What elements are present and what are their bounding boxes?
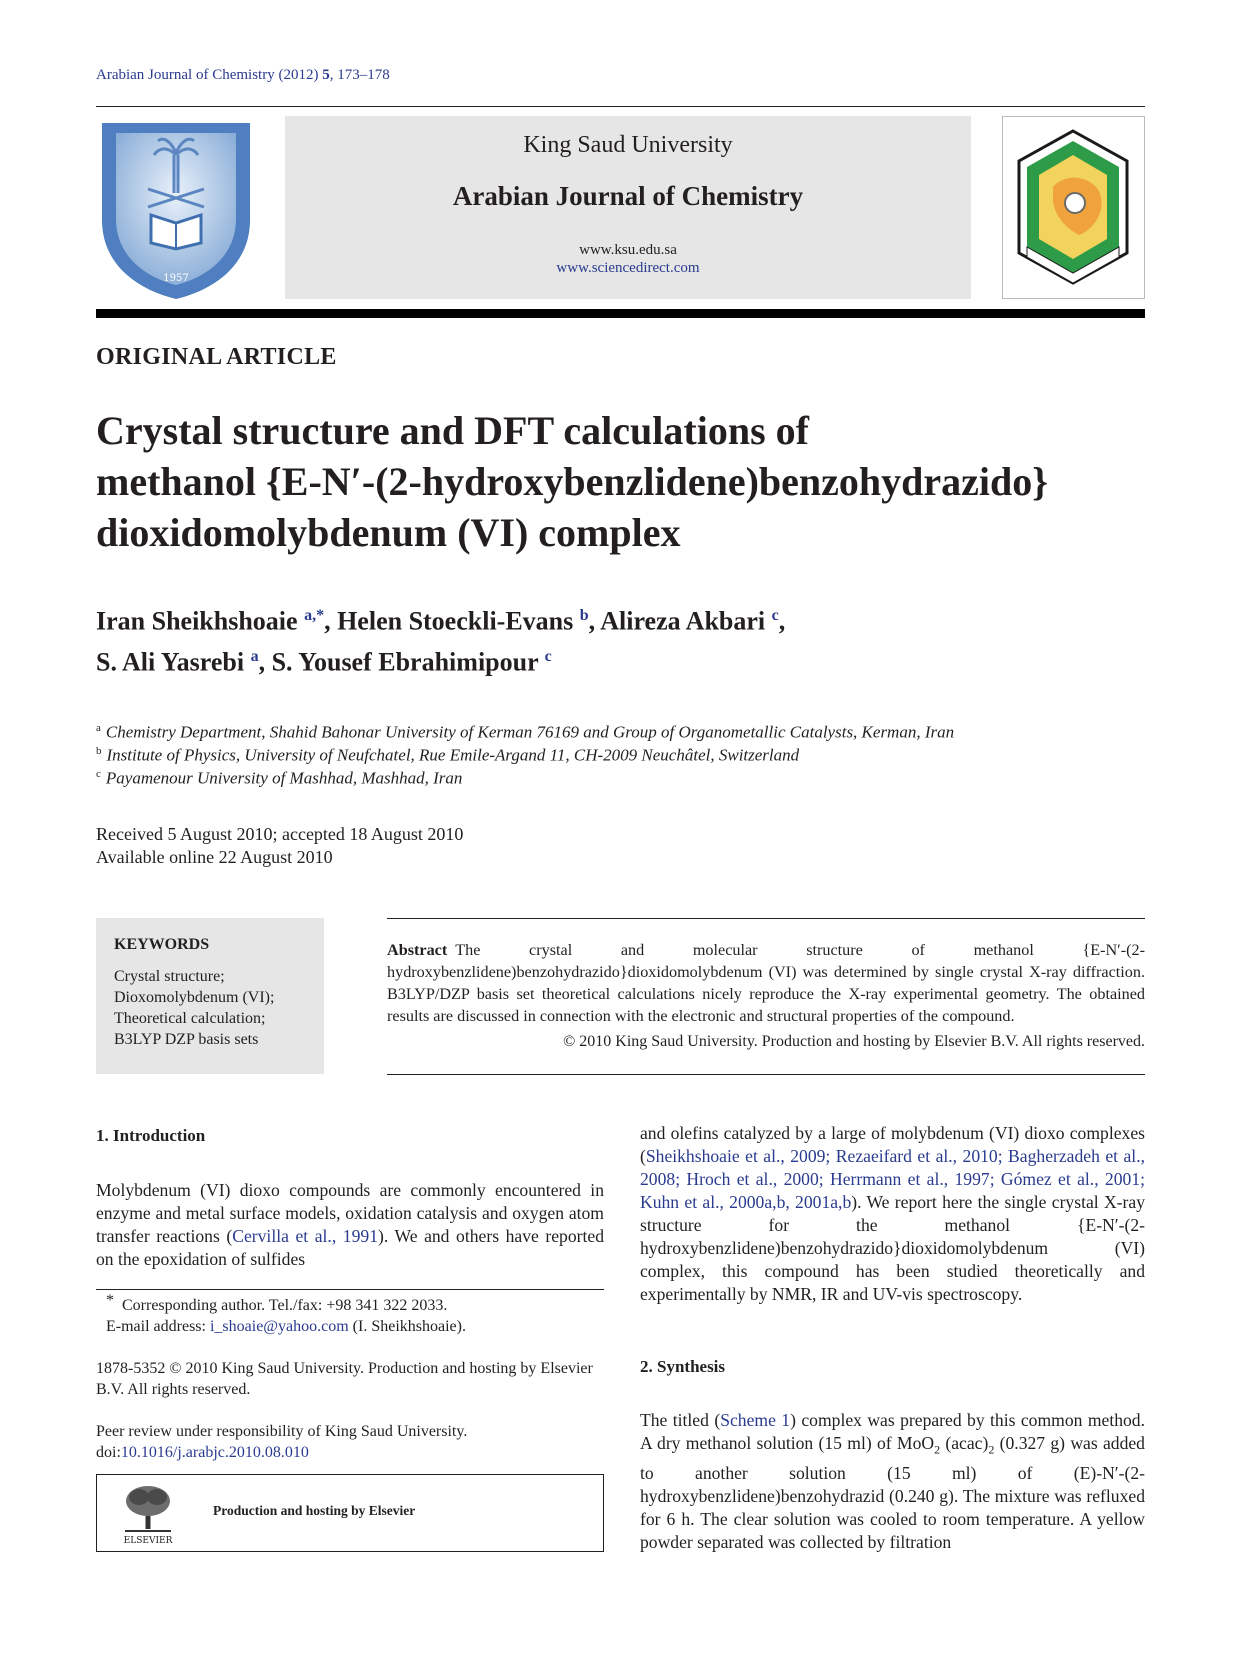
- doi-note: doi:10.1016/j.arabjc.2010.08.010: [96, 1444, 309, 1461]
- author-affiliation-mark[interactable]: a,*: [304, 607, 325, 624]
- svg-text:ELSEVIER: ELSEVIER: [123, 1536, 173, 1545]
- author-affiliation-mark[interactable]: c: [771, 607, 779, 624]
- keywords-box: [96, 918, 324, 1074]
- doi-link[interactable]: 10.1016/j.arabjc.2010.08.010: [120, 1444, 309, 1461]
- affiliation: $^c$ Payamenour University of Mashhad, Mashhad, Iran: [96, 768, 463, 788]
- intro-paragraph: Molybdenum (VI) dioxo compounds are commonly encountered in enzyme and metal surface models, oxidation catalysis and oxygen atom transfer reactions (Cervilla et al., 1991). We and others have reported on the epoxidation of sulfides: [96, 1180, 605, 1269]
- author-name: Iran Sheikhshoaie: [96, 606, 305, 636]
- author-affiliation-mark[interactable]: c: [544, 647, 552, 665]
- author-name: Helen Stoeckli-Evans: [337, 606, 580, 636]
- author-affiliation-mark[interactable]: a: [250, 647, 259, 665]
- elsevier-hosting-box: [96, 1474, 604, 1552]
- email-note: E-mail address: i_shoaie@yahoo.com (I. Sheikhshoaie).: [106, 1318, 466, 1335]
- saudi-chemical-society-emblem-icon: [1002, 116, 1145, 299]
- corresponding-author-note: * Corresponding author. Tel./fax: +98 341 322 2033.: [106, 1292, 448, 1314]
- svg-text:1957: 1957: [163, 273, 189, 284]
- abstract-bottom-rule: [387, 1074, 1145, 1075]
- sciencedirect-url[interactable]: www.sciencedirect.com: [556, 260, 700, 276]
- email-link[interactable]: i_shoaie@yahoo.com: [209, 1318, 349, 1335]
- keywords-title: KEYWORDS: [114, 936, 210, 953]
- journal-reference[interactable]: Arabian Journal of Chemistry (2012) 5, 173–178: [96, 67, 390, 83]
- section-heading-synthesis: 2. Synthesis: [640, 1357, 726, 1376]
- affiliation: $^b$ Institute of Physics, University of Neufchatel, Rue Emile-Argand 11, CH-2009 Neuchâtel, Switzerland: [96, 745, 800, 765]
- keyword: Theoretical calculation;: [114, 1010, 266, 1027]
- abstract-label: Abstract: [387, 941, 448, 959]
- ksu-url[interactable]: www.ksu.edu.sa: [579, 242, 677, 258]
- footnote-rule: [96, 1289, 604, 1290]
- keywords-list: [114, 966, 274, 1050]
- keyword: B3LYP DZP basis sets: [114, 1031, 259, 1048]
- king-saud-university-emblem-icon: [96, 115, 256, 303]
- article-title: Crystal structure and DFT calculations of methanol {E-N′-(2-hydroxybenzlidene)benzohydrazido} dioxidomolybdenum (VI) complex: [96, 408, 1049, 555]
- abstract-text: The crystal and molecular structure of methanol {E-N′-(2-hydroxybenzlidene)benzohydrazido}dioxidomolybdenum (VI) was determined by single crystal X-ray diffraction. B3LYP/DZP basis set theoretical calculations nicely reproduce the X-ray experimental geometry. The obtained results are discussed in connection with the electronic and structural properties of the compound.: [387, 941, 1145, 1025]
- abstract-copyright: © 2010 King Saud University. Production and hosting by Elsevier B.V. All rights reserved.: [563, 1033, 1145, 1050]
- citation-links[interactable]: Sheikhshoaie et al., 2009; Rezaeifard et al., 2010; Bagherzadeh et al., 2008; Hroch et al., 2000; Herrmann et al., 1997; Gómez et al., 2001; Kuhn et al., 2000a,b, 2001a,b: [640, 1146, 1145, 1212]
- elsevier-tree-logo-icon: [119, 1481, 177, 1545]
- author-name: S. Ali Yasrebi: [96, 647, 251, 677]
- header-thick-rule: [96, 309, 1145, 318]
- author-name: Alireza Akbari: [600, 606, 772, 636]
- author-affiliation-mark[interactable]: b: [579, 607, 589, 624]
- affiliation: $^a$ Chemistry Department, Shahid Bahonar University of Kerman 76169 and Group of Organometallic Catalysts, Kerman, Iran: [96, 722, 955, 742]
- keyword: Dioxomolybdenum (VI);: [114, 989, 275, 1006]
- article-type: ORIGINAL ARTICLE: [96, 344, 337, 370]
- author-list: Iran Sheikhshoaie $^{a,*}$, Helen Stoeckli-Evans $^b$, Alireza Akbari $^c$, S. Ali Yasrebi $^a$, S. Yousef Ebrahimipour $^c$: [96, 606, 786, 677]
- available-date: Available online 22 August 2010: [96, 847, 333, 867]
- section-heading-introduction: 1. Introduction: [96, 1126, 206, 1145]
- publisher-name: King Saud University: [523, 132, 733, 158]
- article-dates: [96, 823, 463, 869]
- abstract: [387, 939, 1145, 1027]
- citation-link[interactable]: Cervilla et al., 1991: [232, 1226, 378, 1246]
- peer-review-note: Peer review under responsibility of King Saud University.: [96, 1423, 468, 1440]
- intro-paragraph-continued: and olefins catalyzed by a large of molybdenum (VI) dioxo complexes (Sheikhshoaie et al., 2009; Rezaeifard et al., 2010; Bagherzadeh et al., 2008; Hroch et al., 2000; Herrmann et al., 1997; Gómez et al., 2001; Kuhn et al., 2000a,b, 2001a,b). We report here the single crystal X-ray structure for the methanol {E-N′-(2- hydroxybenzlidene)benzohydrazido}dioxidomolybdenum (VI) complex, this compound has been studied theoretically and experimentally by NMR, IR and UV-vis spectroscopy.: [640, 1123, 1145, 1304]
- elsevier-hosting-text: Production and hosting by Elsevier: [213, 1503, 416, 1518]
- author-name: S. Yousef Ebrahimipour: [271, 647, 545, 677]
- received-date: Received 5 August 2010; accepted 18 August 2010: [96, 824, 464, 844]
- abstract-top-rule: [387, 918, 1145, 919]
- issn-note: 1878-5352 © 2010 King Saud University. Production and hosting by Elsevier B.V. All rights reserved.: [96, 1360, 593, 1398]
- journal-name: Arabian Journal of Chemistry: [452, 181, 804, 211]
- header-rule: [96, 106, 1145, 107]
- synthesis-paragraph: The titled (Scheme 1) complex was prepared by this common method. A dry methanol solution (15 ml) of MoO$_2$ $(acac)_2$ (0.327 g) was added to another solution (15 ml) of (E)-N′-(2-hydroxybenzlidene)benzohydrazid (0.240 g). The mixture was refluxed for 6 h. The clear solution was cooled to room temperature. A yellow powder separated was collected by filtration: [640, 1410, 1146, 1552]
- journal-banner: [285, 116, 971, 299]
- keyword: Crystal structure;: [114, 968, 225, 985]
- scheme-link[interactable]: Scheme 1: [720, 1410, 791, 1430]
